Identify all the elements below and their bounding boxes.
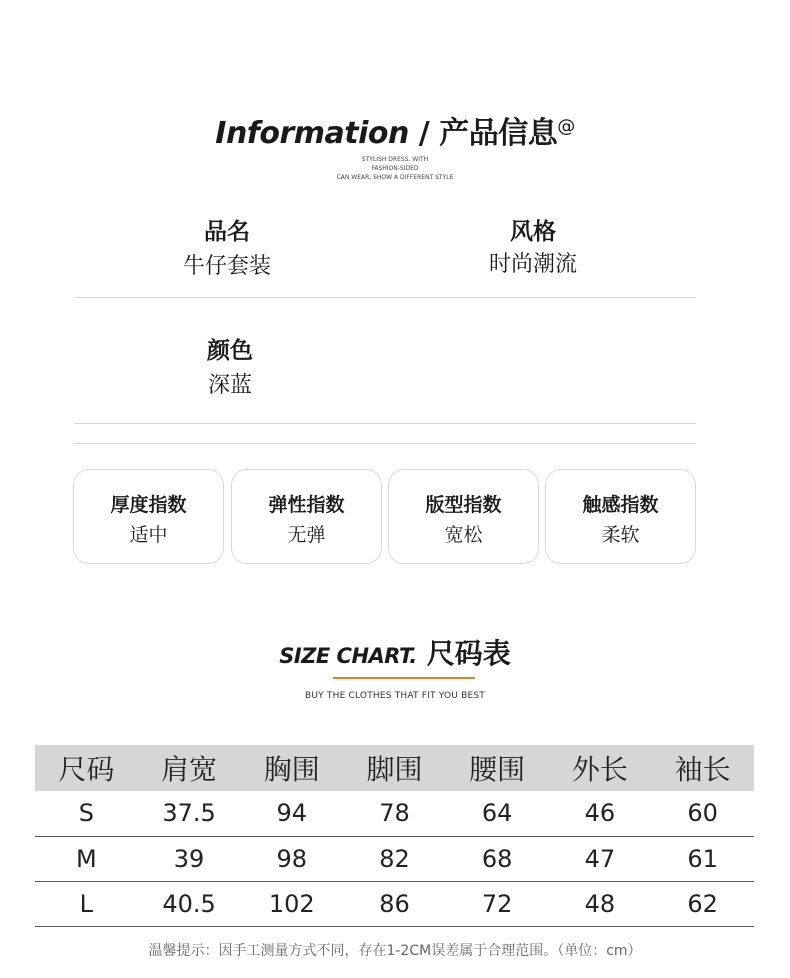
header-waist: 腰围	[446, 745, 549, 791]
index-card-label: 触感指数	[582, 494, 659, 516]
cell-sleeve: 61	[651, 836, 754, 881]
cell-shoulder: 39	[138, 836, 241, 881]
cell-waist: 68	[446, 836, 549, 881]
cell-hem: 82	[343, 836, 446, 881]
field-value: 深蓝	[207, 373, 252, 398]
cell-hem: 86	[343, 881, 446, 926]
cell-length: 48	[549, 881, 652, 926]
cell-waist: 64	[446, 791, 549, 836]
size-chart-title-en: SIZE CHART.	[279, 644, 417, 668]
size-table-header-row	[35, 745, 754, 791]
tagline-line-2: FASHION-SIDED	[371, 165, 419, 172]
cell-length: 46	[549, 791, 652, 836]
size-chart-underline	[333, 677, 475, 679]
tagline-line-1: STYLISH DRESS, WITH	[361, 156, 429, 163]
tagline-line-3: CAN WEAR, SHOW A DIFFERENT STYLE	[336, 174, 454, 181]
cell-chest: 98	[240, 836, 343, 881]
cell-shoulder: 40.5	[138, 881, 241, 926]
field-value: 牛仔套装	[182, 254, 271, 279]
cell-waist: 72	[446, 881, 549, 926]
index-card-value: 适中	[129, 524, 168, 546]
info-title-en: Information	[215, 116, 409, 151]
field-product-name	[137, 218, 317, 282]
field-label: 品名	[200, 218, 254, 246]
header-sleeve: 袖长	[651, 745, 754, 791]
cell-size: S	[35, 791, 138, 836]
index-card-elasticity	[231, 469, 382, 564]
info-title	[0, 108, 790, 152]
cell-size: M	[35, 836, 138, 881]
size-table	[35, 745, 754, 927]
index-card-label: 厚度指数	[110, 494, 187, 516]
size-chart-subtitle: BUY THE CLOTHES THAT FIT YOU BEST	[305, 691, 485, 701]
field-label: 风格	[506, 218, 560, 246]
index-card-thickness	[73, 469, 224, 564]
cell-sleeve: 62	[651, 881, 754, 926]
cell-shoulder: 37.5	[138, 791, 241, 836]
header-length: 外长	[549, 745, 652, 791]
header-hem: 脚围	[343, 745, 446, 791]
measurement-note: 温馨提示：因手工测量方式不同，存在1-2CM误差属于合理范围。（单位：cm）	[148, 943, 642, 959]
cell-sleeve: 60	[651, 791, 754, 836]
size-chart-title-cn: 尺码表	[426, 637, 511, 670]
index-card-value: 宽松	[444, 524, 483, 546]
header-chest: 胸围	[240, 745, 343, 791]
table-row	[35, 791, 754, 836]
field-style	[443, 218, 623, 280]
index-card-value: 柔软	[601, 524, 640, 546]
field-color	[140, 337, 320, 401]
info-title-cn: 产品信息	[439, 116, 558, 151]
cell-hem: 78	[343, 791, 446, 836]
divider	[74, 443, 696, 444]
index-card-value: 无弹	[287, 524, 326, 546]
field-label: 颜色	[203, 337, 257, 365]
cell-chest: 94	[240, 791, 343, 836]
info-tagline	[0, 155, 790, 182]
header-shoulder: 肩宽	[138, 745, 241, 791]
table-row	[35, 836, 754, 881]
cell-chest: 102	[240, 881, 343, 926]
info-title-separator: /	[408, 116, 440, 151]
index-card-label: 版型指数	[425, 494, 502, 516]
index-card-touch	[545, 469, 696, 564]
cell-size: L	[35, 881, 138, 926]
cell-length: 47	[549, 836, 652, 881]
header-size: 尺码	[35, 745, 138, 791]
field-value: 时尚潮流	[488, 252, 577, 277]
divider	[74, 297, 696, 298]
index-card-fit	[388, 469, 539, 564]
divider	[74, 423, 696, 424]
index-card-label: 弹性指数	[268, 494, 345, 516]
table-row	[35, 881, 754, 926]
info-title-mark: @	[557, 116, 575, 137]
size-chart-title	[0, 632, 790, 672]
